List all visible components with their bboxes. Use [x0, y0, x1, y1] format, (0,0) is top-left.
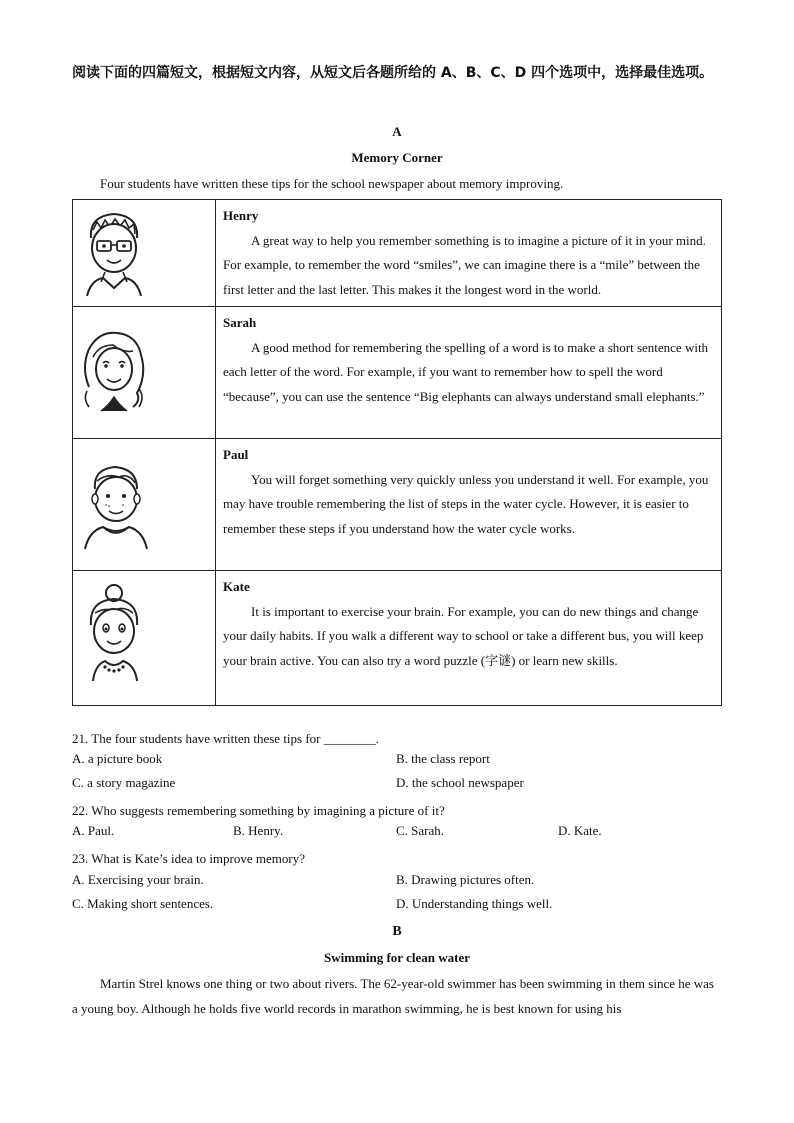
question-stem: 23. What is Kate’s idea to improve memory?: [72, 851, 305, 866]
tip-name: Kate: [223, 579, 250, 594]
tip-name: Henry: [223, 208, 259, 223]
tip-text: A good method for remembering the spelling of a word is to make a short sentence with each letter of the word. For example, if you want to remember how to spell the word “because”, you can use the sentence “Big elephants can always understand small elephants.”: [223, 339, 709, 404]
answer-option[interactable]: B. Henry.: [233, 823, 284, 838]
answer-option[interactable]: C. Making short sentences.: [72, 896, 214, 911]
girl-hair-bun-icon: [79, 583, 149, 683]
tip-row-sarah: [73, 307, 722, 439]
answer-option[interactable]: C. a story magazine: [72, 775, 176, 790]
boy-with-glasses-icon: [79, 208, 149, 298]
tip-avatar-cell: [73, 571, 216, 706]
tip-text: A great way to help you remember something is to imagine a picture of it in your mind. For example, to remember the word “smiles”, we can imagine there is a “mile” between the first letter and the last letter. This makes it the longest word in the world.: [223, 232, 706, 297]
answer-option[interactable]: D. the school newspaper: [396, 775, 524, 790]
question-stem: 22. Who suggests remembering something by imagining a picture of it?: [72, 803, 445, 818]
tips-table: [72, 199, 722, 706]
reading-instruction: 阅读下面的四篇短文，根据短文内容，从短文后各题所给的 A、B、C、D 四个选项中，选择最佳选项。: [72, 65, 714, 81]
tip-text-cell: [216, 571, 722, 706]
section-a-letter: A: [392, 124, 402, 139]
section-b-letter: B: [392, 924, 402, 939]
girl-curly-hair-icon: [79, 327, 149, 417]
tip-name: Sarah: [223, 315, 257, 330]
answer-option[interactable]: B. the class report: [396, 751, 490, 766]
boy-short-hair-icon: [79, 459, 153, 551]
answer-option[interactable]: B. Drawing pictures often.: [396, 872, 535, 887]
tip-text: You will forget something very quickly unless you understand it well. For example, you may have trouble remembering the list of steps in the water cycle. However, it is easier to remember these steps if you understand how the water cycle works.: [223, 471, 709, 536]
tip-name: Paul: [223, 447, 249, 462]
answer-option[interactable]: A. Paul.: [72, 823, 115, 838]
section-a-intro: Four students have written these tips for the school newspaper about memory improving.: [100, 176, 564, 191]
answer-option[interactable]: A. Exercising your brain.: [72, 872, 204, 887]
tip-avatar-cell: [73, 200, 216, 307]
tip-row-paul: [73, 439, 722, 571]
question-stem: 21. The four students have written these tips for ________.: [72, 731, 380, 746]
tip-text-cell: [216, 200, 722, 307]
tip-avatar-cell: [73, 307, 216, 439]
answer-option[interactable]: A. a picture book: [72, 751, 163, 766]
tip-text-cell: [216, 439, 722, 571]
section-a-title: Memory Corner: [351, 150, 443, 165]
section-b-title: Swimming for clean water: [324, 950, 470, 965]
answer-option[interactable]: D. Understanding things well.: [396, 896, 553, 911]
tip-text: It is important to exercise your brain. For example, you can do new things and change your daily habits. If you walk a different way to school or take a different bus, you will keep your brain active. You can also try a word puzzle (字谜) or learn new skills.: [223, 603, 704, 668]
tip-text-cell: [216, 307, 722, 439]
tip-row-kate: [73, 571, 722, 706]
tip-avatar-cell: [73, 439, 216, 571]
answer-option[interactable]: D. Kate.: [558, 823, 602, 838]
section-b-text: Martin Strel knows one thing or two about rivers. The 62-year-old swimmer has been swimming in them since he was a young boy. Although he holds five world records in marathon swimming, he is best known for using his: [72, 976, 714, 1016]
answer-option[interactable]: C. Sarah.: [396, 823, 445, 838]
tip-row-henry: [73, 200, 722, 307]
